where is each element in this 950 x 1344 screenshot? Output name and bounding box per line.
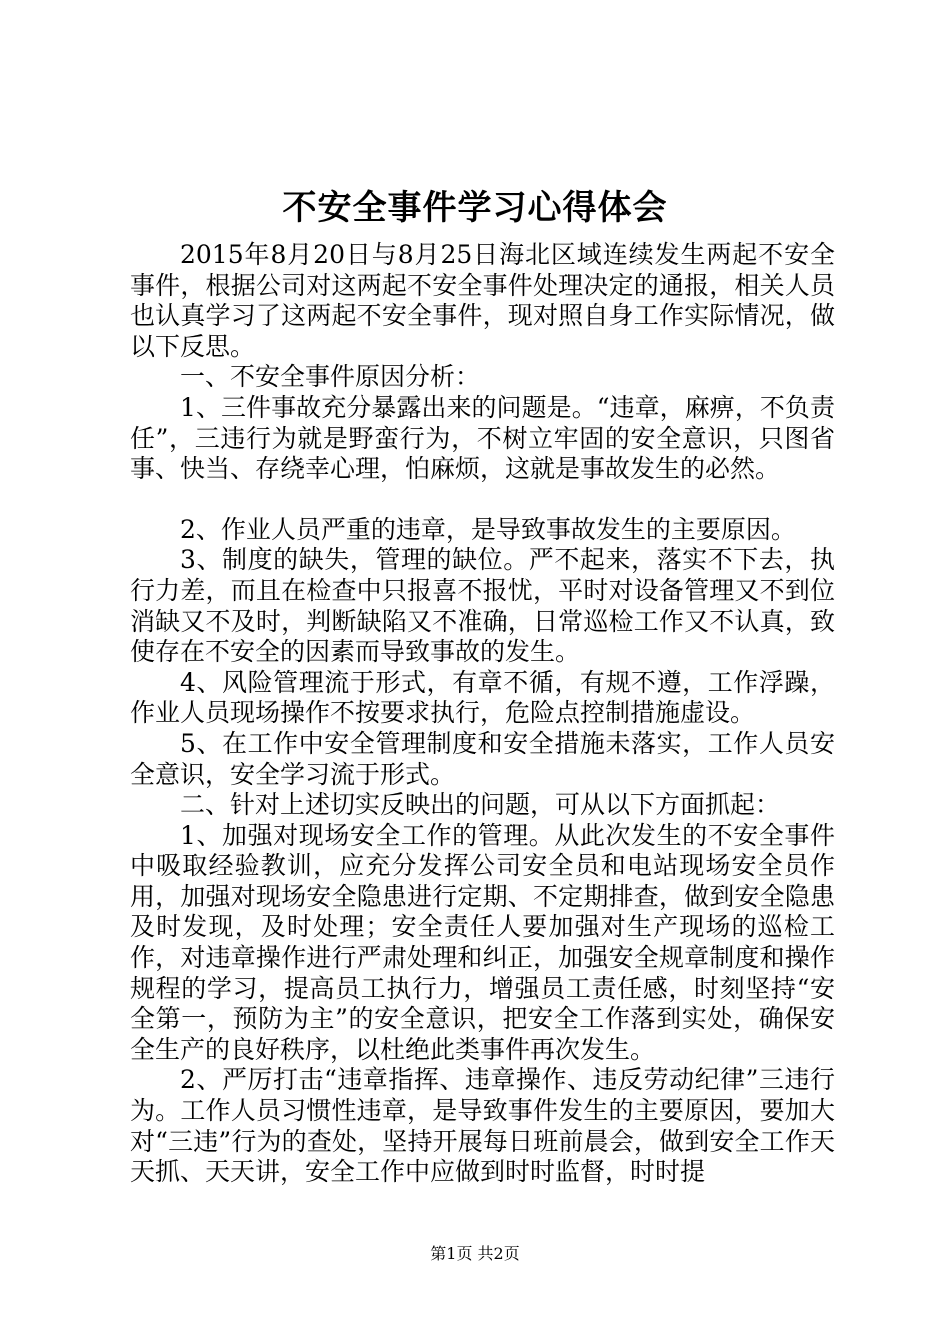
paragraph-cause-2: 2、作业人员严重的违章，是导致事故发生的主要原因。: [180, 514, 796, 544]
paragraph-cause-3: 3、制度的缺失，管理的缺位。严不起来，落实不下去，执行力差，而且在检查中只报喜不报忧，平时对设备管理又不到位消缺又不及时，判断缺陷又不准确，日常巡检工作又不认真，致使存在不安全的因素而导致事故的发生。: [130, 545, 835, 667]
section-heading-causes: 一、不安全事件原因分析：: [180, 362, 481, 392]
paragraph-cause-4: 4、风险管理流于形式，有章不循，有规不遵，工作浮躁，作业人员现场操作不按要求执行，危险点控制措施虚设。: [130, 667, 835, 728]
paragraph-intro: 2015年8月20日与8月25日海北区域连续发生两起不安全事件，根据公司对这两起不安全事件处理决定的通报，相关人员也认真学习了这两起不安全事件，现对照自身工作实际情况，做以下反思。: [130, 240, 835, 361]
paragraph-measure-2: 2、严厉打击“违章指挥、违章操作、违反劳动纪律”三违行为。工作人员习惯性违章，是导致事件发生的主要原因，要加大对“三违”行为的查处，坚持开展每日班前晨会，做到安全工作天天抓、天天讲，安全工作中应做到时时监督，时时提: [130, 1065, 835, 1187]
page-number: 第1页 共2页: [430, 1244, 520, 1263]
document-body: [130, 240, 835, 1188]
paragraph-measure-1: 1、加强对现场安全工作的管理。从此次发生的不安全事件中吸取经验教训，应充分发挥公司安全员和电站现场安全员作用，加强对现场安全隐患进行定期、不定期排查，做到安全隐患及时发现，及时处理；安全责任人要加强对生产现场的巡检工作，对违章操作进行严肃处理和纠正，加强安全规章制度和操作规程的学习，提高员工执行力，增强员工责任感，时刻坚持“安全第一，预防为主”的安全意识，把安全工作落到实处，确保安全生产的良好秩序，以杜绝此类事件再次发生。: [130, 820, 835, 1064]
paragraph-cause-5: 5、在工作中安全管理制度和安全措施未落实，工作人员安全意识，安全学习流于形式。: [130, 728, 835, 789]
document-title: 不安全事件学习心得体会: [282, 188, 668, 228]
paragraph-cause-1: 1、三件事故充分暴露出来的问题是。“违章，麻痹，不负责任”，三违行为就是野蛮行为，不树立牢固的安全意识，只图省事、快当、存绕幸心理，怕麻烦，这就是事故发生的必然。: [130, 392, 835, 484]
section-heading-measures: 二、针对上述切实反映出的问题，可从以下方面抓起：: [180, 790, 781, 820]
